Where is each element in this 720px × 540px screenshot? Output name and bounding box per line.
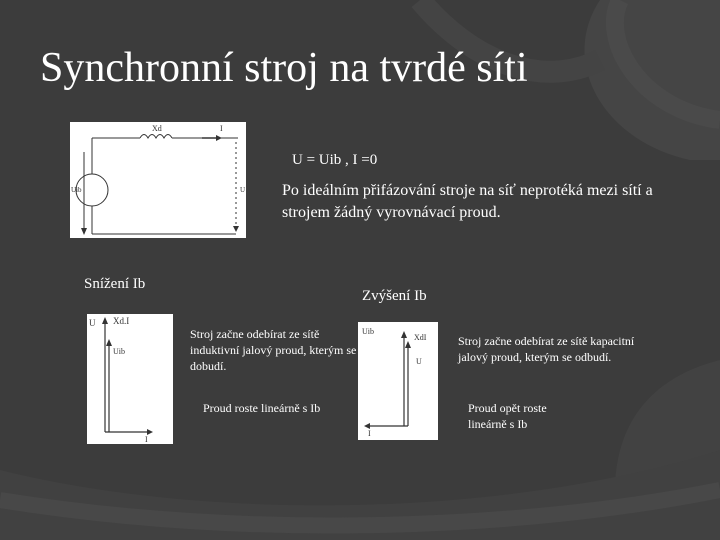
equation-text: U = Uib , I =0 xyxy=(292,152,378,168)
current-label: I xyxy=(220,124,223,133)
left-text-1: Stroj začne odebírat ze sítě induktivní jalový proud, kterým se dobudí. xyxy=(190,327,357,373)
left-heading: Snížení Ib xyxy=(84,276,146,292)
phasor-diagram-right xyxy=(358,322,438,440)
phasor-uib-label: Uib xyxy=(362,327,374,336)
source-label: Uib xyxy=(71,186,82,194)
phasor-drop-label: XdI xyxy=(414,333,427,342)
circuit-diagram xyxy=(70,122,246,238)
inductor-icon xyxy=(140,135,172,139)
right-text-2: Proud opět roste lineárně s Ib xyxy=(468,401,547,431)
phasor-u-label: U xyxy=(89,318,96,328)
left-text-2: Proud roste lineárně s Ib xyxy=(203,401,321,415)
phasor-diagram-left xyxy=(87,314,173,444)
phasor-uib-label: Uib xyxy=(113,347,125,356)
phasor-i-label: I xyxy=(368,429,371,438)
phasor-u-label: U xyxy=(416,357,422,366)
phasor-drop-label: Xd.I xyxy=(113,316,130,326)
right-text-1: Stroj začne odebírat ze sítě kapacitní jalový proud, kterým se odbudí. xyxy=(458,334,635,364)
description-text: Po ideálním přifázování stroje na síť neprotéká mezi sítí a strojem žádný vyrovnávací proud. xyxy=(282,182,653,221)
voltage-label: U xyxy=(240,186,246,194)
slide-title: Synchronní stroj na tvrdé síti xyxy=(40,45,528,91)
reactance-label: Xd xyxy=(152,124,162,133)
phasor-i-label: I xyxy=(145,435,148,444)
right-heading: Zvýšení Ib xyxy=(362,288,427,304)
